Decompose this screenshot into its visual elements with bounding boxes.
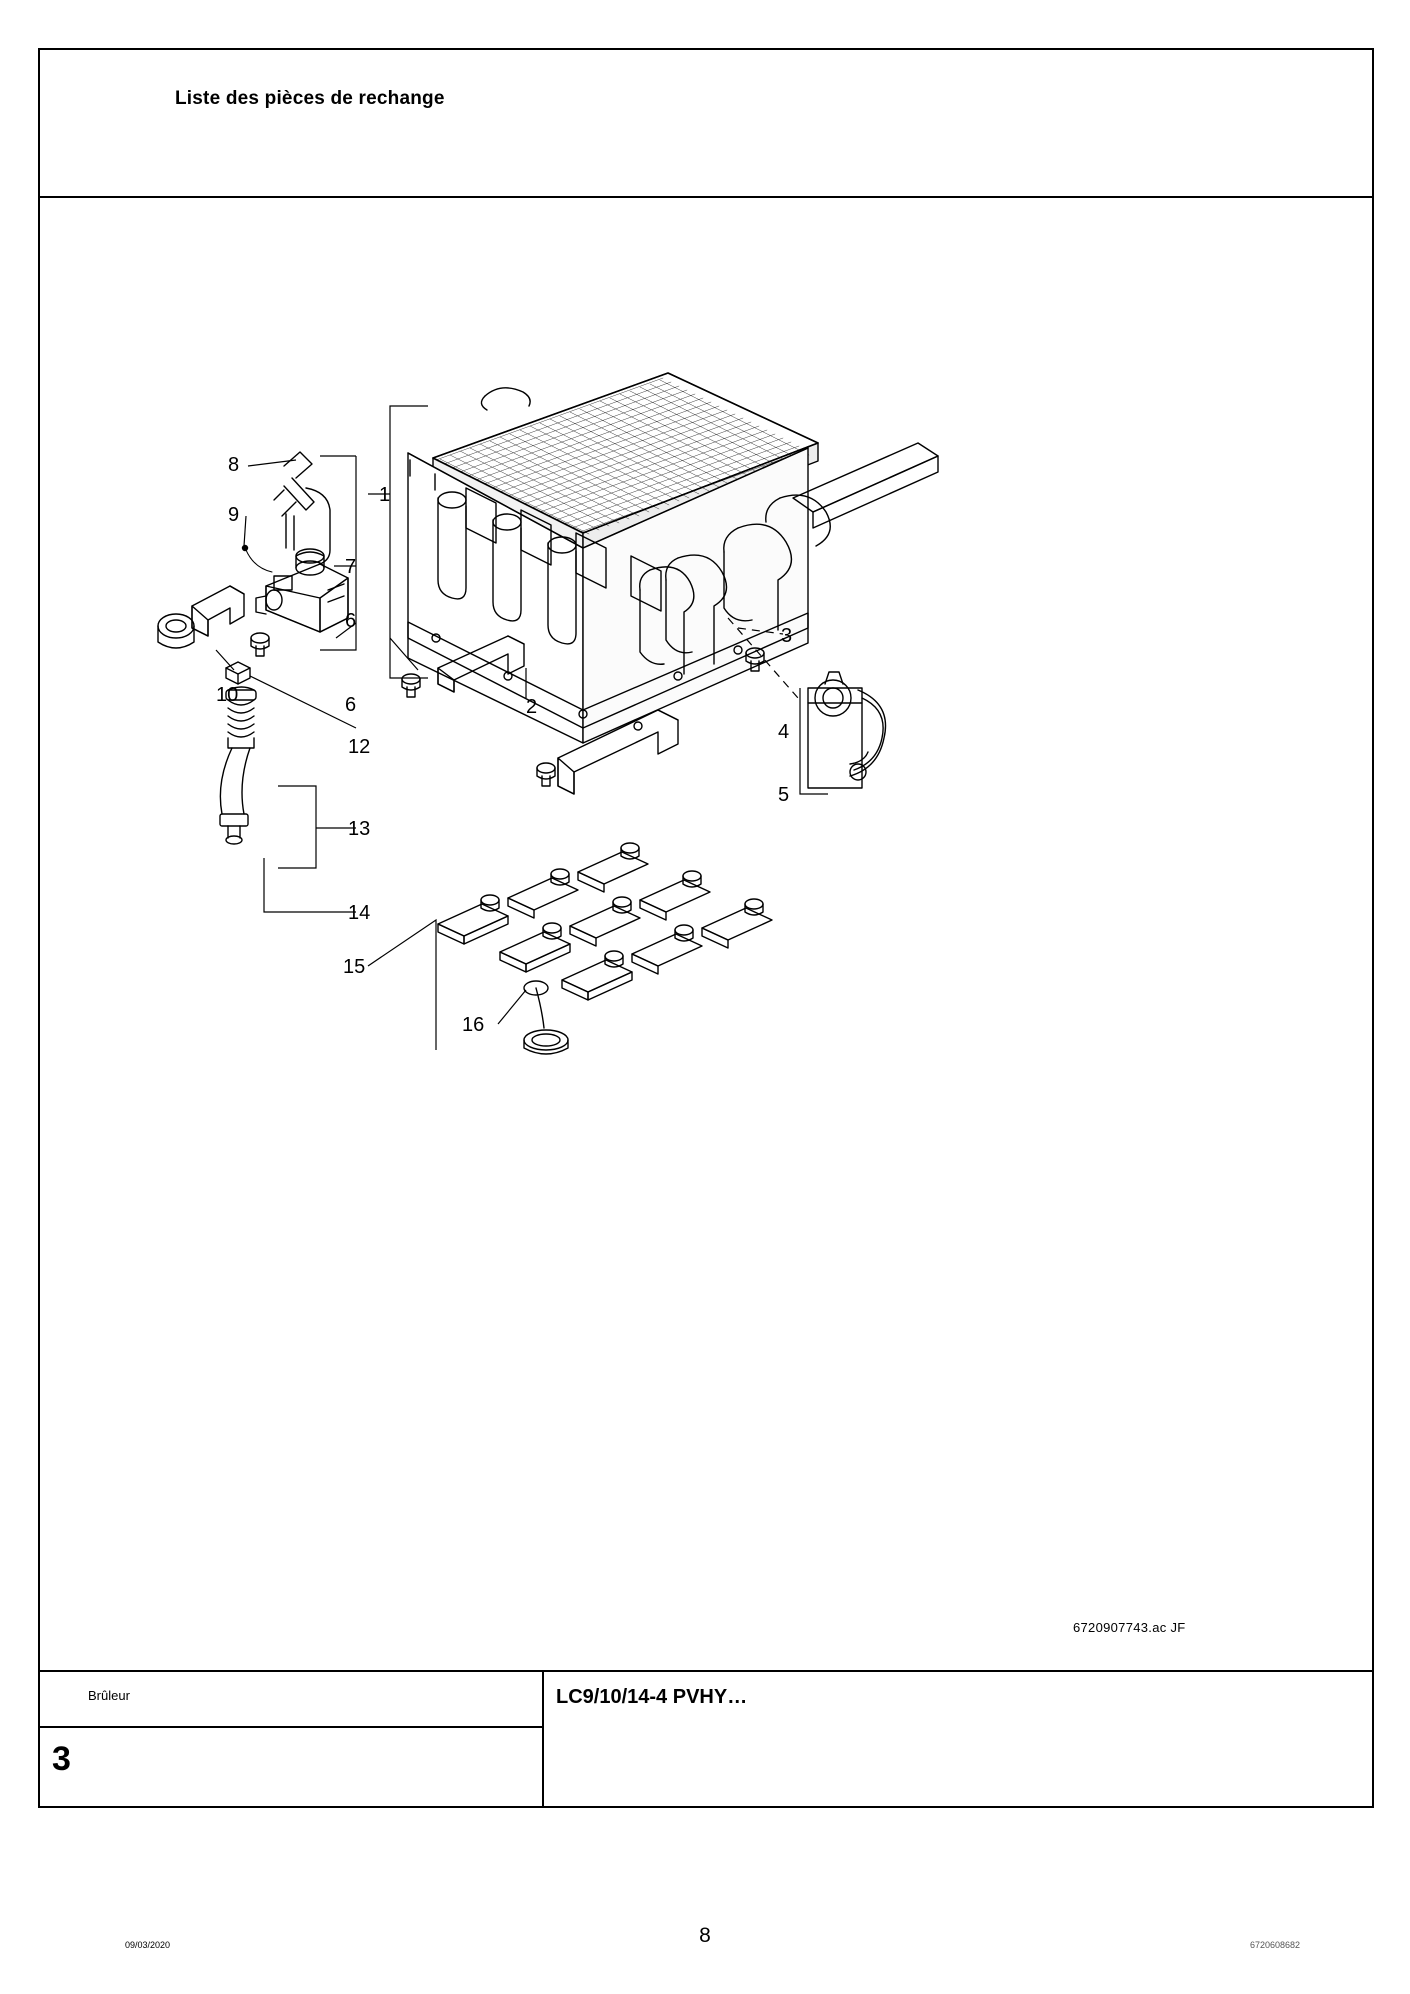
callout-1: 1 xyxy=(379,484,391,506)
callout-2: 2 xyxy=(526,696,538,718)
callout-15: 15 xyxy=(343,956,366,978)
page-number: 8 xyxy=(699,1924,711,1947)
callout-4: 4 xyxy=(778,721,790,743)
title-block-divider xyxy=(542,1670,544,1808)
document-id: 6720608682 xyxy=(1249,1940,1300,1950)
header-band xyxy=(38,48,1374,198)
callout-13: 13 xyxy=(348,818,371,840)
title-block-divider-horizontal xyxy=(38,1726,542,1728)
page-title: Liste des pièces de rechange xyxy=(175,88,445,109)
callout-7: 7 xyxy=(345,556,357,578)
chapter-number: 3 xyxy=(52,1740,71,1778)
callout-16: 16 xyxy=(462,1014,485,1036)
callout-12: 12 xyxy=(348,736,371,758)
document-date: 09/03/2020 xyxy=(125,1940,171,1950)
callout-14: 14 xyxy=(348,902,371,924)
callout-8: 8 xyxy=(228,454,240,476)
callout-5: 5 xyxy=(778,784,790,806)
section-label: Brûleur xyxy=(88,1688,130,1703)
callout-3: 3 xyxy=(781,625,793,647)
drawing-code: 6720907743.ac JF xyxy=(1073,1620,1186,1635)
callout-6-lower: 6 xyxy=(345,694,357,716)
callout-10: 10 xyxy=(216,684,239,706)
callout-9: 9 xyxy=(228,504,240,526)
model-designation: LC9/10/14-4 PVHY… xyxy=(556,1686,748,1708)
callout-6-upper: 6 xyxy=(345,610,357,632)
exploded-view-drawing xyxy=(38,198,1374,1670)
